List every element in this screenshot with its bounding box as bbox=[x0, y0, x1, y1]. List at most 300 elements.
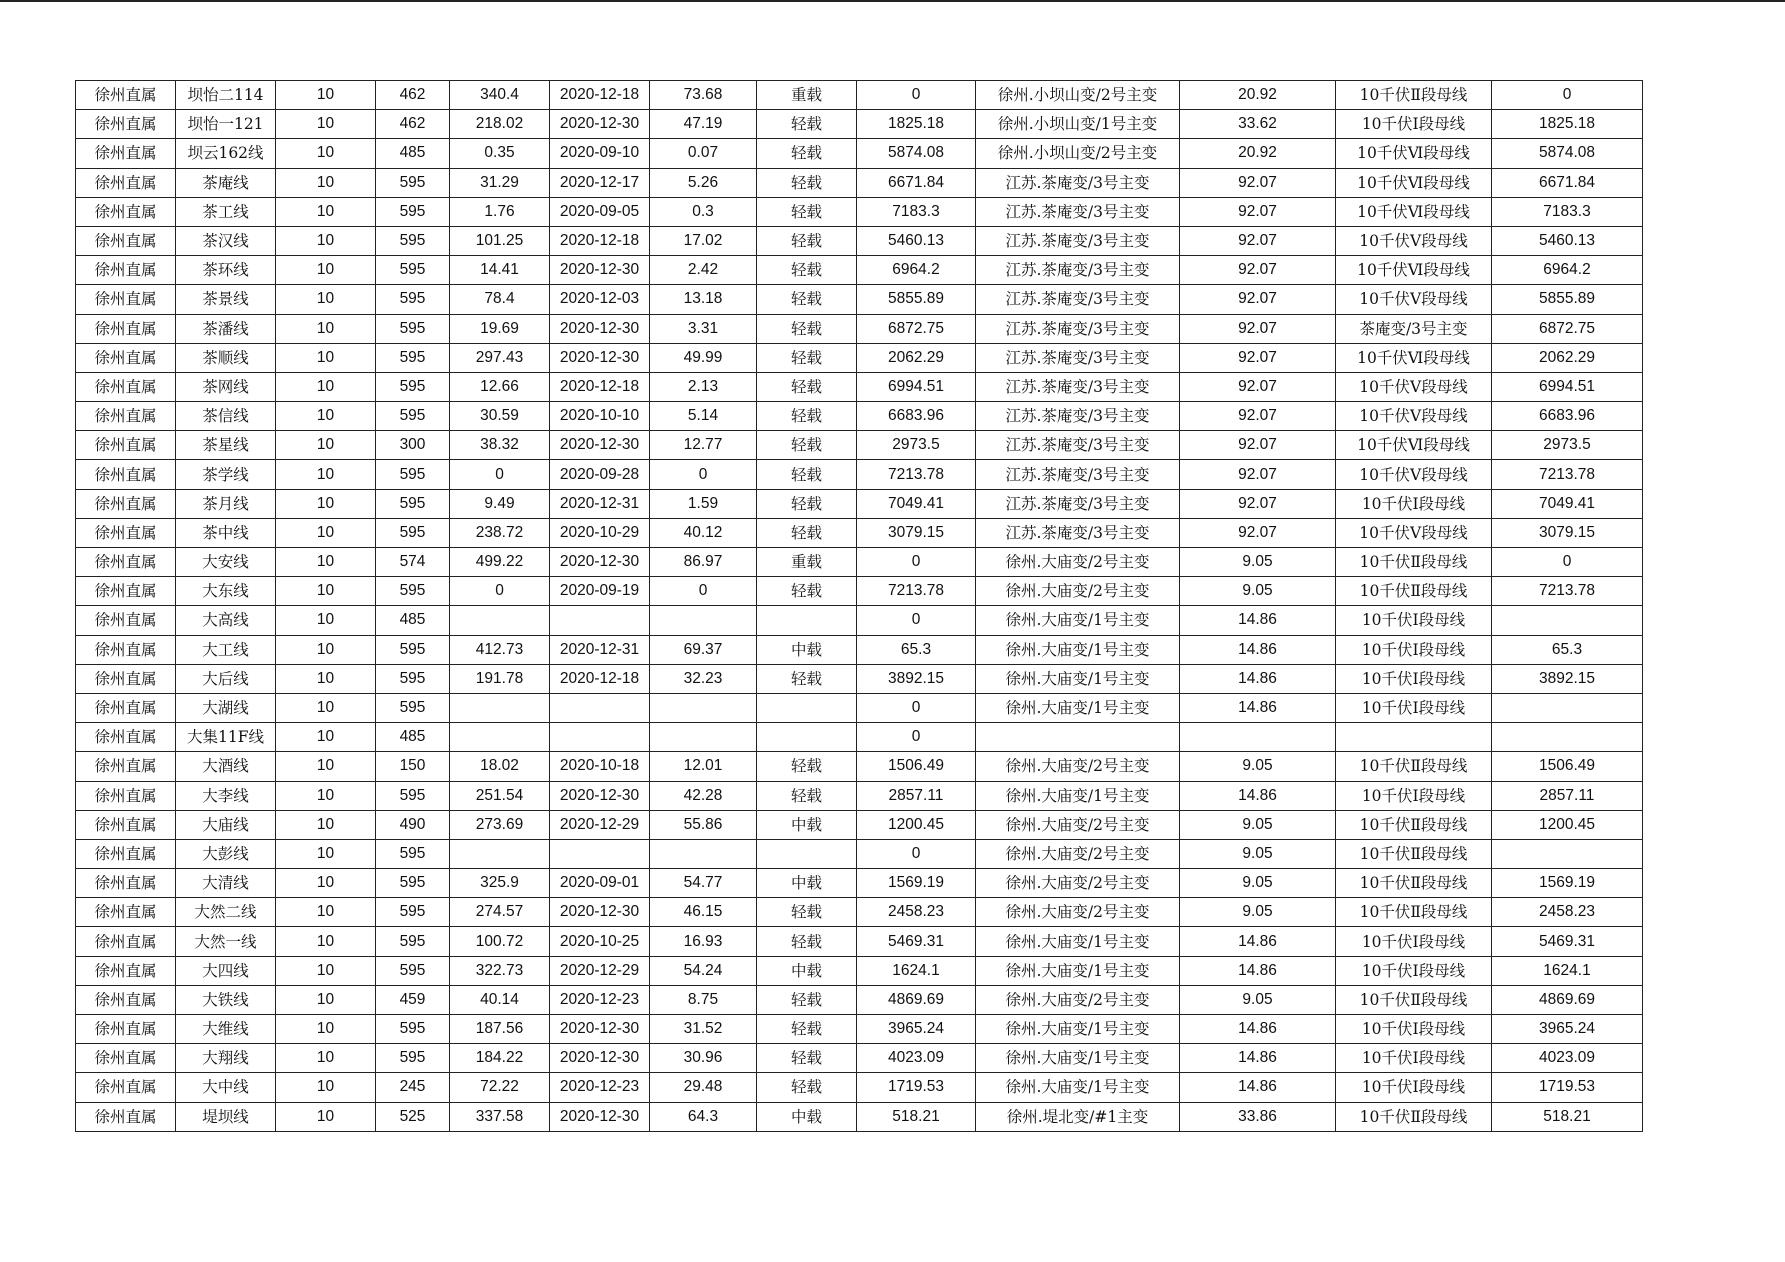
cell-voltage-level: 10 bbox=[276, 1073, 376, 1102]
cell-main-transformer: 徐州.大庙变/1号主变 bbox=[976, 664, 1180, 693]
cell-load-status: 轻载 bbox=[757, 781, 857, 810]
cell-line-name: 茶中线 bbox=[176, 518, 276, 547]
cell-spare-capacity: 7213.78 bbox=[1492, 460, 1643, 489]
cell-busbar: 10千伏Ⅱ段母线 bbox=[1336, 577, 1492, 606]
cell-load-status: 轻载 bbox=[757, 372, 857, 401]
cell-load-status: 轻载 bbox=[757, 197, 857, 226]
cell-max-load-date: 2020-12-17 bbox=[550, 168, 650, 197]
table-row bbox=[76, 489, 1643, 518]
table-body bbox=[76, 81, 1643, 1132]
cell-voltage-level: 10 bbox=[276, 577, 376, 606]
table-row bbox=[76, 460, 1643, 489]
cell-transformer-load-rate: 92.07 bbox=[1180, 226, 1336, 255]
cell-line-name: 茶信线 bbox=[176, 402, 276, 431]
cell-spare-capacity: 0 bbox=[1492, 81, 1643, 110]
cell-voltage-level: 10 bbox=[276, 1102, 376, 1131]
cell-spare-capacity: 3079.15 bbox=[1492, 518, 1643, 547]
cell-unit: 徐州直属 bbox=[76, 927, 176, 956]
cell-transformer-load-rate: 14.86 bbox=[1180, 1073, 1336, 1102]
cell-unit: 徐州直属 bbox=[76, 372, 176, 401]
cell-load-status: 重载 bbox=[757, 548, 857, 577]
table-row bbox=[76, 81, 1643, 110]
cell-load-status: 轻载 bbox=[757, 139, 857, 168]
cell-spare-capacity: 1825.18 bbox=[1492, 110, 1643, 139]
cell-line-name: 大后线 bbox=[176, 664, 276, 693]
cell-available-capacity: 1624.1 bbox=[857, 956, 976, 985]
cell-main-transformer: 徐州.小坝山变/2号主变 bbox=[976, 139, 1180, 168]
table-row bbox=[76, 606, 1643, 635]
cell-load-rate: 3.31 bbox=[650, 314, 757, 343]
cell-load-status: 轻载 bbox=[757, 898, 857, 927]
feeder-load-table bbox=[75, 80, 1643, 1132]
cell-load-status bbox=[757, 723, 857, 752]
cell-line-name: 大庙线 bbox=[176, 810, 276, 839]
cell-load-rate: 8.75 bbox=[650, 985, 757, 1014]
cell-max-load-date: 2020-09-10 bbox=[550, 139, 650, 168]
cell-spare-capacity: 5874.08 bbox=[1492, 139, 1643, 168]
cell-voltage-level: 10 bbox=[276, 548, 376, 577]
cell-rated-capacity: 595 bbox=[376, 869, 450, 898]
cell-max-load-date bbox=[550, 723, 650, 752]
cell-busbar: 10千伏Ⅵ段母线 bbox=[1336, 139, 1492, 168]
cell-load-rate: 0.3 bbox=[650, 197, 757, 226]
cell-load-status: 轻载 bbox=[757, 431, 857, 460]
cell-max-load-date: 2020-12-30 bbox=[550, 110, 650, 139]
cell-voltage-level: 10 bbox=[276, 402, 376, 431]
cell-busbar: 10千伏Ⅵ段母线 bbox=[1336, 168, 1492, 197]
cell-busbar: 10千伏Ⅰ段母线 bbox=[1336, 635, 1492, 664]
cell-spare-capacity: 518.21 bbox=[1492, 1102, 1643, 1131]
cell-load-rate: 54.77 bbox=[650, 869, 757, 898]
cell-transformer-load-rate: 14.86 bbox=[1180, 635, 1336, 664]
cell-line-name: 大东线 bbox=[176, 577, 276, 606]
cell-spare-capacity: 2458.23 bbox=[1492, 898, 1643, 927]
cell-load-status: 轻载 bbox=[757, 226, 857, 255]
cell-unit: 徐州直属 bbox=[76, 869, 176, 898]
cell-unit: 徐州直属 bbox=[76, 343, 176, 372]
cell-max-current: 9.49 bbox=[450, 489, 550, 518]
cell-load-rate: 29.48 bbox=[650, 1073, 757, 1102]
cell-load-status: 重载 bbox=[757, 81, 857, 110]
table-row bbox=[76, 810, 1643, 839]
cell-unit: 徐州直属 bbox=[76, 489, 176, 518]
cell-rated-capacity: 595 bbox=[376, 285, 450, 314]
cell-main-transformer: 徐州.大庙变/1号主变 bbox=[976, 606, 1180, 635]
cell-line-name: 大四线 bbox=[176, 956, 276, 985]
cell-voltage-level: 10 bbox=[276, 839, 376, 868]
cell-line-name: 大集11F线 bbox=[176, 723, 276, 752]
cell-load-rate: 31.52 bbox=[650, 1015, 757, 1044]
cell-unit: 徐州直属 bbox=[76, 810, 176, 839]
cell-load-status: 中载 bbox=[757, 810, 857, 839]
cell-main-transformer: 江苏.茶庵变/3号主变 bbox=[976, 460, 1180, 489]
cell-line-name: 大然二线 bbox=[176, 898, 276, 927]
cell-rated-capacity: 595 bbox=[376, 372, 450, 401]
cell-max-load-date: 2020-12-30 bbox=[550, 1044, 650, 1073]
cell-voltage-level: 10 bbox=[276, 898, 376, 927]
cell-voltage-level: 10 bbox=[276, 606, 376, 635]
cell-load-rate: 40.12 bbox=[650, 518, 757, 547]
cell-line-name: 大然一线 bbox=[176, 927, 276, 956]
cell-max-current: 30.59 bbox=[450, 402, 550, 431]
cell-spare-capacity: 6964.2 bbox=[1492, 256, 1643, 285]
cell-rated-capacity: 595 bbox=[376, 839, 450, 868]
cell-transformer-load-rate: 9.05 bbox=[1180, 548, 1336, 577]
cell-transformer-load-rate: 33.62 bbox=[1180, 110, 1336, 139]
cell-spare-capacity: 5855.89 bbox=[1492, 285, 1643, 314]
table-row bbox=[76, 898, 1643, 927]
cell-busbar: 10千伏Ⅵ段母线 bbox=[1336, 343, 1492, 372]
cell-voltage-level: 10 bbox=[276, 110, 376, 139]
cell-spare-capacity: 1624.1 bbox=[1492, 956, 1643, 985]
cell-rated-capacity: 595 bbox=[376, 314, 450, 343]
cell-load-rate: 2.42 bbox=[650, 256, 757, 285]
cell-unit: 徐州直属 bbox=[76, 518, 176, 547]
cell-transformer-load-rate: 9.05 bbox=[1180, 898, 1336, 927]
table-row bbox=[76, 402, 1643, 431]
cell-transformer-load-rate: 14.86 bbox=[1180, 927, 1336, 956]
cell-load-status: 轻载 bbox=[757, 460, 857, 489]
cell-available-capacity: 5874.08 bbox=[857, 139, 976, 168]
cell-voltage-level: 10 bbox=[276, 869, 376, 898]
cell-busbar: 10千伏Ⅱ段母线 bbox=[1336, 81, 1492, 110]
cell-spare-capacity: 65.3 bbox=[1492, 635, 1643, 664]
cell-line-name: 茶顺线 bbox=[176, 343, 276, 372]
cell-available-capacity: 0 bbox=[857, 839, 976, 868]
cell-unit: 徐州直属 bbox=[76, 606, 176, 635]
cell-line-name: 茶月线 bbox=[176, 489, 276, 518]
cell-max-current: 40.14 bbox=[450, 985, 550, 1014]
cell-line-name: 茶网线 bbox=[176, 372, 276, 401]
cell-rated-capacity: 595 bbox=[376, 956, 450, 985]
cell-max-current: 238.72 bbox=[450, 518, 550, 547]
cell-unit: 徐州直属 bbox=[76, 1102, 176, 1131]
cell-max-load-date: 2020-12-18 bbox=[550, 664, 650, 693]
cell-rated-capacity: 595 bbox=[376, 197, 450, 226]
cell-busbar: 10千伏Ⅴ段母线 bbox=[1336, 285, 1492, 314]
cell-max-load-date: 2020-09-05 bbox=[550, 197, 650, 226]
cell-spare-capacity: 3892.15 bbox=[1492, 664, 1643, 693]
cell-transformer-load-rate: 92.07 bbox=[1180, 343, 1336, 372]
cell-unit: 徐州直属 bbox=[76, 285, 176, 314]
cell-max-current: 1.76 bbox=[450, 197, 550, 226]
cell-transformer-load-rate: 14.86 bbox=[1180, 693, 1336, 722]
cell-max-current bbox=[450, 693, 550, 722]
cell-voltage-level: 10 bbox=[276, 664, 376, 693]
cell-transformer-load-rate: 20.92 bbox=[1180, 139, 1336, 168]
cell-unit: 徐州直属 bbox=[76, 139, 176, 168]
cell-rated-capacity: 595 bbox=[376, 898, 450, 927]
cell-load-status: 轻载 bbox=[757, 285, 857, 314]
cell-main-transformer: 徐州.大庙变/1号主变 bbox=[976, 1015, 1180, 1044]
cell-transformer-load-rate: 14.86 bbox=[1180, 664, 1336, 693]
cell-rated-capacity: 595 bbox=[376, 489, 450, 518]
cell-transformer-load-rate: 14.86 bbox=[1180, 606, 1336, 635]
cell-load-status: 轻载 bbox=[757, 664, 857, 693]
cell-max-load-date: 2020-12-30 bbox=[550, 781, 650, 810]
cell-max-current: 19.69 bbox=[450, 314, 550, 343]
cell-max-load-date: 2020-12-30 bbox=[550, 548, 650, 577]
cell-main-transformer: 江苏.茶庵变/3号主变 bbox=[976, 285, 1180, 314]
cell-max-current: 14.41 bbox=[450, 256, 550, 285]
cell-busbar: 10千伏Ⅴ段母线 bbox=[1336, 226, 1492, 255]
cell-available-capacity: 1200.45 bbox=[857, 810, 976, 839]
cell-unit: 徐州直属 bbox=[76, 460, 176, 489]
table-row bbox=[76, 635, 1643, 664]
cell-available-capacity: 7049.41 bbox=[857, 489, 976, 518]
cell-load-rate: 16.93 bbox=[650, 927, 757, 956]
page-top-border bbox=[0, 0, 1785, 2]
cell-voltage-level: 10 bbox=[276, 285, 376, 314]
cell-busbar: 10千伏Ⅵ段母线 bbox=[1336, 431, 1492, 460]
cell-line-name: 大安线 bbox=[176, 548, 276, 577]
cell-line-name: 大工线 bbox=[176, 635, 276, 664]
cell-available-capacity: 1506.49 bbox=[857, 752, 976, 781]
cell-max-load-date: 2020-09-19 bbox=[550, 577, 650, 606]
cell-load-status bbox=[757, 839, 857, 868]
cell-load-rate bbox=[650, 606, 757, 635]
cell-voltage-level: 10 bbox=[276, 927, 376, 956]
cell-line-name: 大维线 bbox=[176, 1015, 276, 1044]
cell-rated-capacity: 485 bbox=[376, 139, 450, 168]
cell-transformer-load-rate: 14.86 bbox=[1180, 1015, 1336, 1044]
cell-max-load-date: 2020-12-30 bbox=[550, 1102, 650, 1131]
cell-spare-capacity bbox=[1492, 606, 1643, 635]
cell-load-status: 轻载 bbox=[757, 752, 857, 781]
cell-max-load-date: 2020-12-29 bbox=[550, 810, 650, 839]
table-row bbox=[76, 431, 1643, 460]
cell-max-current: 340.4 bbox=[450, 81, 550, 110]
cell-max-load-date: 2020-12-31 bbox=[550, 489, 650, 518]
cell-load-rate: 47.19 bbox=[650, 110, 757, 139]
cell-voltage-level: 10 bbox=[276, 168, 376, 197]
cell-max-load-date: 2020-12-30 bbox=[550, 256, 650, 285]
cell-available-capacity: 6671.84 bbox=[857, 168, 976, 197]
cell-spare-capacity: 2062.29 bbox=[1492, 343, 1643, 372]
cell-line-name: 堤坝线 bbox=[176, 1102, 276, 1131]
cell-spare-capacity: 4869.69 bbox=[1492, 985, 1643, 1014]
cell-busbar: 10千伏Ⅰ段母线 bbox=[1336, 606, 1492, 635]
cell-max-load-date: 2020-12-18 bbox=[550, 81, 650, 110]
cell-rated-capacity: 595 bbox=[376, 460, 450, 489]
cell-available-capacity: 4869.69 bbox=[857, 985, 976, 1014]
cell-max-current: 12.66 bbox=[450, 372, 550, 401]
cell-rated-capacity: 462 bbox=[376, 81, 450, 110]
cell-transformer-load-rate: 92.07 bbox=[1180, 372, 1336, 401]
cell-rated-capacity: 485 bbox=[376, 723, 450, 752]
cell-spare-capacity: 7183.3 bbox=[1492, 197, 1643, 226]
cell-max-current: 297.43 bbox=[450, 343, 550, 372]
cell-load-rate: 0 bbox=[650, 460, 757, 489]
cell-unit: 徐州直属 bbox=[76, 985, 176, 1014]
cell-spare-capacity: 7213.78 bbox=[1492, 577, 1643, 606]
cell-spare-capacity: 0 bbox=[1492, 548, 1643, 577]
cell-max-load-date: 2020-12-18 bbox=[550, 372, 650, 401]
cell-main-transformer: 徐州.小坝山变/1号主变 bbox=[976, 110, 1180, 139]
cell-voltage-level: 10 bbox=[276, 226, 376, 255]
cell-main-transformer: 江苏.茶庵变/3号主变 bbox=[976, 431, 1180, 460]
cell-unit: 徐州直属 bbox=[76, 81, 176, 110]
cell-rated-capacity: 595 bbox=[376, 635, 450, 664]
cell-load-rate: 1.59 bbox=[650, 489, 757, 518]
table-row bbox=[76, 1044, 1643, 1073]
cell-rated-capacity: 595 bbox=[376, 1044, 450, 1073]
cell-voltage-level: 10 bbox=[276, 985, 376, 1014]
cell-load-status: 轻载 bbox=[757, 314, 857, 343]
cell-max-current: 273.69 bbox=[450, 810, 550, 839]
cell-rated-capacity: 595 bbox=[376, 693, 450, 722]
cell-rated-capacity: 595 bbox=[376, 256, 450, 285]
cell-rated-capacity: 595 bbox=[376, 168, 450, 197]
cell-line-name: 茶景线 bbox=[176, 285, 276, 314]
cell-available-capacity: 5460.13 bbox=[857, 226, 976, 255]
table-row bbox=[76, 693, 1643, 722]
cell-available-capacity: 1719.53 bbox=[857, 1073, 976, 1102]
cell-transformer-load-rate bbox=[1180, 723, 1336, 752]
cell-available-capacity: 2458.23 bbox=[857, 898, 976, 927]
cell-transformer-load-rate: 9.05 bbox=[1180, 985, 1336, 1014]
cell-main-transformer: 徐州.大庙变/1号主变 bbox=[976, 956, 1180, 985]
cell-unit: 徐州直属 bbox=[76, 197, 176, 226]
cell-max-load-date bbox=[550, 839, 650, 868]
cell-busbar: 10千伏Ⅰ段母线 bbox=[1336, 1015, 1492, 1044]
cell-load-rate: 13.18 bbox=[650, 285, 757, 314]
table-row bbox=[76, 168, 1643, 197]
cell-load-rate: 69.37 bbox=[650, 635, 757, 664]
cell-main-transformer: 徐州.大庙变/2号主变 bbox=[976, 577, 1180, 606]
cell-voltage-level: 10 bbox=[276, 460, 376, 489]
cell-busbar: 10千伏Ⅴ段母线 bbox=[1336, 372, 1492, 401]
cell-max-current: 322.73 bbox=[450, 956, 550, 985]
table-row bbox=[76, 518, 1643, 547]
cell-available-capacity: 2973.5 bbox=[857, 431, 976, 460]
cell-busbar: 10千伏Ⅱ段母线 bbox=[1336, 898, 1492, 927]
cell-load-status: 中载 bbox=[757, 1102, 857, 1131]
cell-max-load-date bbox=[550, 693, 650, 722]
cell-available-capacity: 1825.18 bbox=[857, 110, 976, 139]
cell-available-capacity: 0 bbox=[857, 606, 976, 635]
table-row bbox=[76, 985, 1643, 1014]
cell-transformer-load-rate: 9.05 bbox=[1180, 810, 1336, 839]
cell-rated-capacity: 574 bbox=[376, 548, 450, 577]
cell-transformer-load-rate: 14.86 bbox=[1180, 781, 1336, 810]
cell-line-name: 大彭线 bbox=[176, 839, 276, 868]
cell-load-status: 中载 bbox=[757, 956, 857, 985]
cell-unit: 徐州直属 bbox=[76, 226, 176, 255]
cell-transformer-load-rate: 92.07 bbox=[1180, 402, 1336, 431]
cell-voltage-level: 10 bbox=[276, 956, 376, 985]
cell-load-rate: 30.96 bbox=[650, 1044, 757, 1073]
cell-main-transformer: 徐州.大庙变/1号主变 bbox=[976, 635, 1180, 664]
cell-load-rate bbox=[650, 723, 757, 752]
cell-unit: 徐州直属 bbox=[76, 839, 176, 868]
cell-voltage-level: 10 bbox=[276, 781, 376, 810]
cell-spare-capacity: 1569.19 bbox=[1492, 869, 1643, 898]
cell-max-current: 0 bbox=[450, 577, 550, 606]
cell-voltage-level: 10 bbox=[276, 81, 376, 110]
cell-max-load-date: 2020-10-25 bbox=[550, 927, 650, 956]
cell-transformer-load-rate: 14.86 bbox=[1180, 1044, 1336, 1073]
cell-line-name: 茶汉线 bbox=[176, 226, 276, 255]
cell-rated-capacity: 459 bbox=[376, 985, 450, 1014]
cell-line-name: 大湖线 bbox=[176, 693, 276, 722]
cell-load-status: 轻载 bbox=[757, 577, 857, 606]
cell-load-rate: 42.28 bbox=[650, 781, 757, 810]
cell-rated-capacity: 300 bbox=[376, 431, 450, 460]
cell-rated-capacity: 595 bbox=[376, 781, 450, 810]
cell-load-status: 轻载 bbox=[757, 168, 857, 197]
cell-max-current: 412.73 bbox=[450, 635, 550, 664]
cell-max-current bbox=[450, 723, 550, 752]
cell-voltage-level: 10 bbox=[276, 723, 376, 752]
cell-spare-capacity: 5460.13 bbox=[1492, 226, 1643, 255]
cell-busbar: 10千伏Ⅱ段母线 bbox=[1336, 985, 1492, 1014]
cell-max-load-date: 2020-10-18 bbox=[550, 752, 650, 781]
cell-spare-capacity bbox=[1492, 723, 1643, 752]
table-row bbox=[76, 110, 1643, 139]
cell-max-load-date bbox=[550, 606, 650, 635]
cell-max-load-date: 2020-09-01 bbox=[550, 869, 650, 898]
cell-line-name: 大铁线 bbox=[176, 985, 276, 1014]
cell-busbar: 10千伏Ⅵ段母线 bbox=[1336, 256, 1492, 285]
cell-available-capacity: 7213.78 bbox=[857, 577, 976, 606]
cell-voltage-level: 10 bbox=[276, 256, 376, 285]
cell-max-current: 38.32 bbox=[450, 431, 550, 460]
cell-load-rate: 49.99 bbox=[650, 343, 757, 372]
cell-rated-capacity: 245 bbox=[376, 1073, 450, 1102]
cell-unit: 徐州直属 bbox=[76, 110, 176, 139]
cell-available-capacity: 0 bbox=[857, 693, 976, 722]
cell-unit: 徐州直属 bbox=[76, 723, 176, 752]
cell-busbar: 10千伏Ⅴ段母线 bbox=[1336, 460, 1492, 489]
cell-spare-capacity: 1506.49 bbox=[1492, 752, 1643, 781]
cell-available-capacity: 3079.15 bbox=[857, 518, 976, 547]
cell-transformer-load-rate: 92.07 bbox=[1180, 256, 1336, 285]
cell-unit: 徐州直属 bbox=[76, 402, 176, 431]
cell-unit: 徐州直属 bbox=[76, 168, 176, 197]
cell-busbar: 10千伏Ⅴ段母线 bbox=[1336, 402, 1492, 431]
cell-load-status: 轻载 bbox=[757, 518, 857, 547]
cell-busbar: 10千伏Ⅱ段母线 bbox=[1336, 839, 1492, 868]
cell-available-capacity: 4023.09 bbox=[857, 1044, 976, 1073]
cell-available-capacity: 0 bbox=[857, 81, 976, 110]
cell-line-name: 大中线 bbox=[176, 1073, 276, 1102]
cell-line-name: 茶学线 bbox=[176, 460, 276, 489]
cell-load-rate: 86.97 bbox=[650, 548, 757, 577]
cell-max-load-date: 2020-12-23 bbox=[550, 985, 650, 1014]
cell-voltage-level: 10 bbox=[276, 372, 376, 401]
cell-unit: 徐州直属 bbox=[76, 781, 176, 810]
cell-main-transformer: 徐州.大庙变/1号主变 bbox=[976, 1044, 1180, 1073]
cell-main-transformer: 徐州.大庙变/2号主变 bbox=[976, 869, 1180, 898]
cell-max-current: 0.35 bbox=[450, 139, 550, 168]
cell-max-load-date: 2020-12-31 bbox=[550, 635, 650, 664]
cell-transformer-load-rate: 92.07 bbox=[1180, 489, 1336, 518]
cell-busbar: 10千伏Ⅰ段母线 bbox=[1336, 110, 1492, 139]
cell-main-transformer: 徐州.大庙变/2号主变 bbox=[976, 810, 1180, 839]
cell-transformer-load-rate: 33.86 bbox=[1180, 1102, 1336, 1131]
cell-max-current: 18.02 bbox=[450, 752, 550, 781]
cell-unit: 徐州直属 bbox=[76, 314, 176, 343]
cell-load-rate bbox=[650, 839, 757, 868]
table-row bbox=[76, 956, 1643, 985]
cell-main-transformer: 徐州.大庙变/2号主变 bbox=[976, 898, 1180, 927]
cell-main-transformer: 江苏.茶庵变/3号主变 bbox=[976, 314, 1180, 343]
cell-rated-capacity: 150 bbox=[376, 752, 450, 781]
cell-available-capacity: 7183.3 bbox=[857, 197, 976, 226]
cell-line-name: 大酒线 bbox=[176, 752, 276, 781]
cell-voltage-level: 10 bbox=[276, 314, 376, 343]
